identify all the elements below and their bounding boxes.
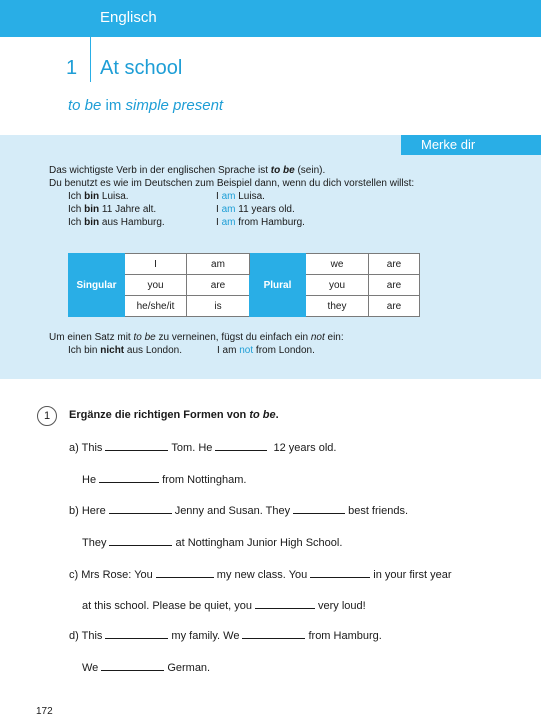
example-en-1: I am Luisa. [216, 191, 265, 202]
chapter-number: 1 [66, 57, 78, 79]
exercise-line-a2: He from Nottingham. [82, 474, 247, 486]
grammar-intro-line1: Das wichtigste Verb in der englischen Sprache ist to be (sein). [49, 165, 326, 176]
negation-example-en: I am not from London. [217, 345, 315, 356]
answer-blank[interactable] [242, 629, 305, 639]
answer-blank[interactable] [255, 599, 315, 609]
subtitle-connector: im [101, 97, 126, 114]
header-divider [90, 0, 91, 82]
plural-verb: are [369, 296, 420, 317]
negation-example-de: Ich bin nicht aus London. [68, 345, 182, 356]
singular-header: Singular [69, 254, 125, 317]
example-de-3: Ich bin aus Hamburg. [68, 217, 165, 228]
answer-blank[interactable] [101, 661, 164, 671]
conjugation-table [68, 253, 420, 317]
example-en-3: I am from Hamburg. [216, 217, 305, 228]
exercise-title: Ergänze die richtigen Formen von to be. [69, 409, 279, 421]
answer-blank[interactable] [293, 504, 345, 514]
grammar-intro-line2: Du benutzt es wie im Deutschen zum Beispiel dann, wenn du dich vorstellen willst: [49, 178, 415, 189]
exercise-line-b2: They at Nottingham Junior High School. [82, 537, 343, 549]
singular-verb: am [187, 254, 250, 275]
header-bar [0, 0, 541, 37]
section-subtitle [68, 97, 223, 114]
subtitle-tense: simple present [125, 97, 224, 114]
answer-blank[interactable] [215, 441, 267, 451]
answer-blank[interactable] [105, 441, 168, 451]
answer-blank[interactable] [310, 568, 370, 578]
negation-rule: Um einen Satz mit to be zu verneinen, fügst du einfach ein not ein: [49, 332, 344, 343]
plural-header: Plural [250, 254, 306, 317]
plural-pronoun: you [306, 275, 369, 296]
answer-blank[interactable] [109, 504, 172, 514]
merke-dir-tab: Merke dir [401, 135, 541, 155]
plural-verb: are [369, 275, 420, 296]
example-en-2: I am 11 years old. [216, 204, 295, 215]
table-row [69, 254, 420, 275]
exercise-line-c1: c) Mrs Rose: You my new class. You in your first year [69, 569, 452, 581]
exercise-line-c2: at this school. Please be quiet, you very loud! [82, 600, 366, 612]
subject-label: Englisch [100, 9, 157, 26]
exercise-line-d2: We German. [82, 662, 211, 674]
example-de-1: Ich bin Luisa. [68, 191, 129, 202]
plural-pronoun: they [306, 296, 369, 317]
exercise-line-d1: d) This my family. We from Hamburg. [69, 630, 382, 642]
exercise-line-a1: a) This Tom. He 12 years old. [69, 442, 337, 454]
answer-blank[interactable] [156, 568, 214, 578]
singular-pronoun: I [125, 254, 187, 275]
exercise-number-badge: 1 [37, 406, 57, 426]
plural-pronoun: we [306, 254, 369, 275]
answer-blank[interactable] [109, 536, 172, 546]
singular-pronoun: you [125, 275, 187, 296]
answer-blank[interactable] [105, 629, 168, 639]
singular-pronoun: he/she/it [125, 296, 187, 317]
example-de-2: Ich bin 11 Jahre alt. [68, 204, 157, 215]
chapter-title: At school [100, 57, 183, 79]
answer-blank[interactable] [99, 473, 159, 483]
exercise-line-b1: b) Here Jenny and Susan. They best friends. [69, 505, 408, 517]
page-number: 172 [36, 706, 53, 717]
singular-verb: is [187, 296, 250, 317]
singular-verb: are [187, 275, 250, 296]
plural-verb: are [369, 254, 420, 275]
subtitle-verb: to be [68, 97, 102, 114]
